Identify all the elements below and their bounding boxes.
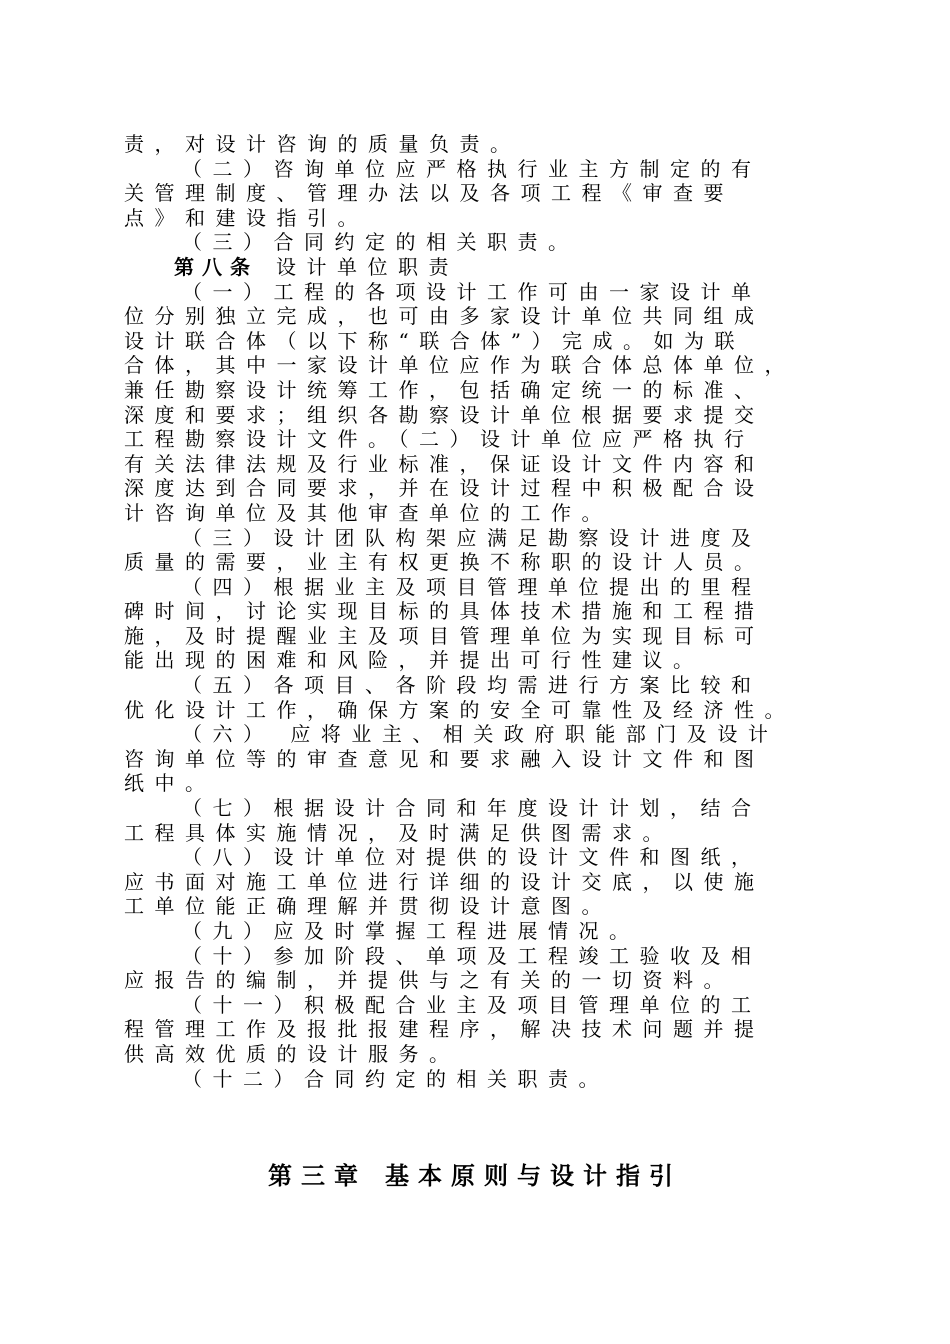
chapter-title: 基本原则与设计指引 (385, 1162, 682, 1190)
text-line: 有关法律法规及行业标准，保证设计文件内容和 (124, 451, 765, 476)
text-line: 应书面对施工单位进行详细的设计交底，以使施 (124, 869, 765, 894)
text-line: 能出现的困难和风险，并提出可行性建议。 (124, 648, 704, 673)
text-line: 工程具体实施情况，及时满足供图需求。 (124, 820, 673, 845)
text-line: （五）各项目、各阶段均需进行方案比较和 (182, 673, 762, 698)
text-line: 工单位能正确理解并贯彻设计意图。 (124, 894, 612, 919)
article-title: 设计单位职责 (276, 254, 459, 279)
text-line: （四）根据业主及项目管理单位提出的里程 (182, 574, 762, 599)
text-line: 程管理工作及报批报建程序，解决技术问题并提 (124, 1017, 765, 1042)
text-line: （八）设计单位对提供的设计文件和图纸， (182, 845, 762, 870)
text-line: 位分别独立完成，也可由多家设计单位共同组成 (124, 304, 765, 329)
text-line: （九）应及时掌握工程进展情况。 (182, 919, 640, 943)
text-line: 纸中。 (124, 771, 216, 796)
text-line: 关管理制度、管理办法以及各项工程《审查要 (124, 181, 734, 206)
text-line: （十二）合同约定的相关职责。 (182, 1066, 609, 1091)
text-line: 工程勘察设计文件。（二）设计单位应严格执行 (124, 427, 755, 452)
chapter-heading (0, 1160, 950, 1192)
text-line: （二）咨询单位应严格执行业主方制定的有 (182, 156, 762, 181)
text-line: （十一）积极配合业主及项目管理单位的工 (182, 992, 762, 1017)
text-line: （六） 应将业主、相关政府职能部门及设计 (182, 722, 779, 747)
text-line: （十）参加阶段、单项及工程竣工验收及相 (182, 943, 762, 968)
text-line: 优化设计工作，确保方案的安全可靠性及经济性。 (124, 697, 795, 722)
text-line: 设计联合体（以下称“联合体”）完成。如为联 (124, 328, 745, 353)
text-line: 供高效优质的设计服务。 (124, 1041, 460, 1066)
text-line: 施，及时提醒业主及项目管理单位为实现目标可 (124, 623, 765, 648)
text-line: 责，对设计咨询的质量负责。 (124, 132, 521, 156)
article-number: 第八条 (174, 254, 258, 279)
text-line: （三）设计团队构架应满足勘察设计进度及 (182, 525, 762, 550)
text-line: （三）合同约定的相关职责。 (182, 230, 579, 255)
article-heading (124, 255, 820, 280)
text-line: 咨询单位等的审查意见和要求融入设计文件和图 (124, 746, 765, 771)
text-line: 应报告的编制，并提供与之有关的一切资料。 (124, 968, 734, 993)
document-body (124, 132, 820, 1091)
text-line: 深度和要求；组织各勘察设计单位根据要求提交 (124, 402, 765, 427)
text-line: 质量的需要，业主有权更换不称职的设计人员。 (124, 550, 765, 575)
text-line: （七）根据设计合同和年度设计计划，结合 (182, 796, 762, 821)
text-line: 碑时间，讨论实现目标的具体技术措施和工程措 (124, 599, 765, 624)
text-line: 兼任勘察设计统筹工作，包括确定统一的标准、 (124, 377, 765, 402)
text-line: 深度达到合同要求，并在设计过程中积极配合设 (124, 476, 765, 501)
text-line: 点》和建设指引。 (124, 205, 368, 230)
chapter-number: 第三章 (268, 1162, 367, 1190)
text-line: 计咨询单位及其他审查单位的工作。 (124, 500, 612, 525)
text-line: （一）工程的各项设计工作可由一家设计单 (182, 279, 762, 304)
text-line: 合体，其中一家设计单位应作为联合体总体单位， (124, 353, 795, 378)
